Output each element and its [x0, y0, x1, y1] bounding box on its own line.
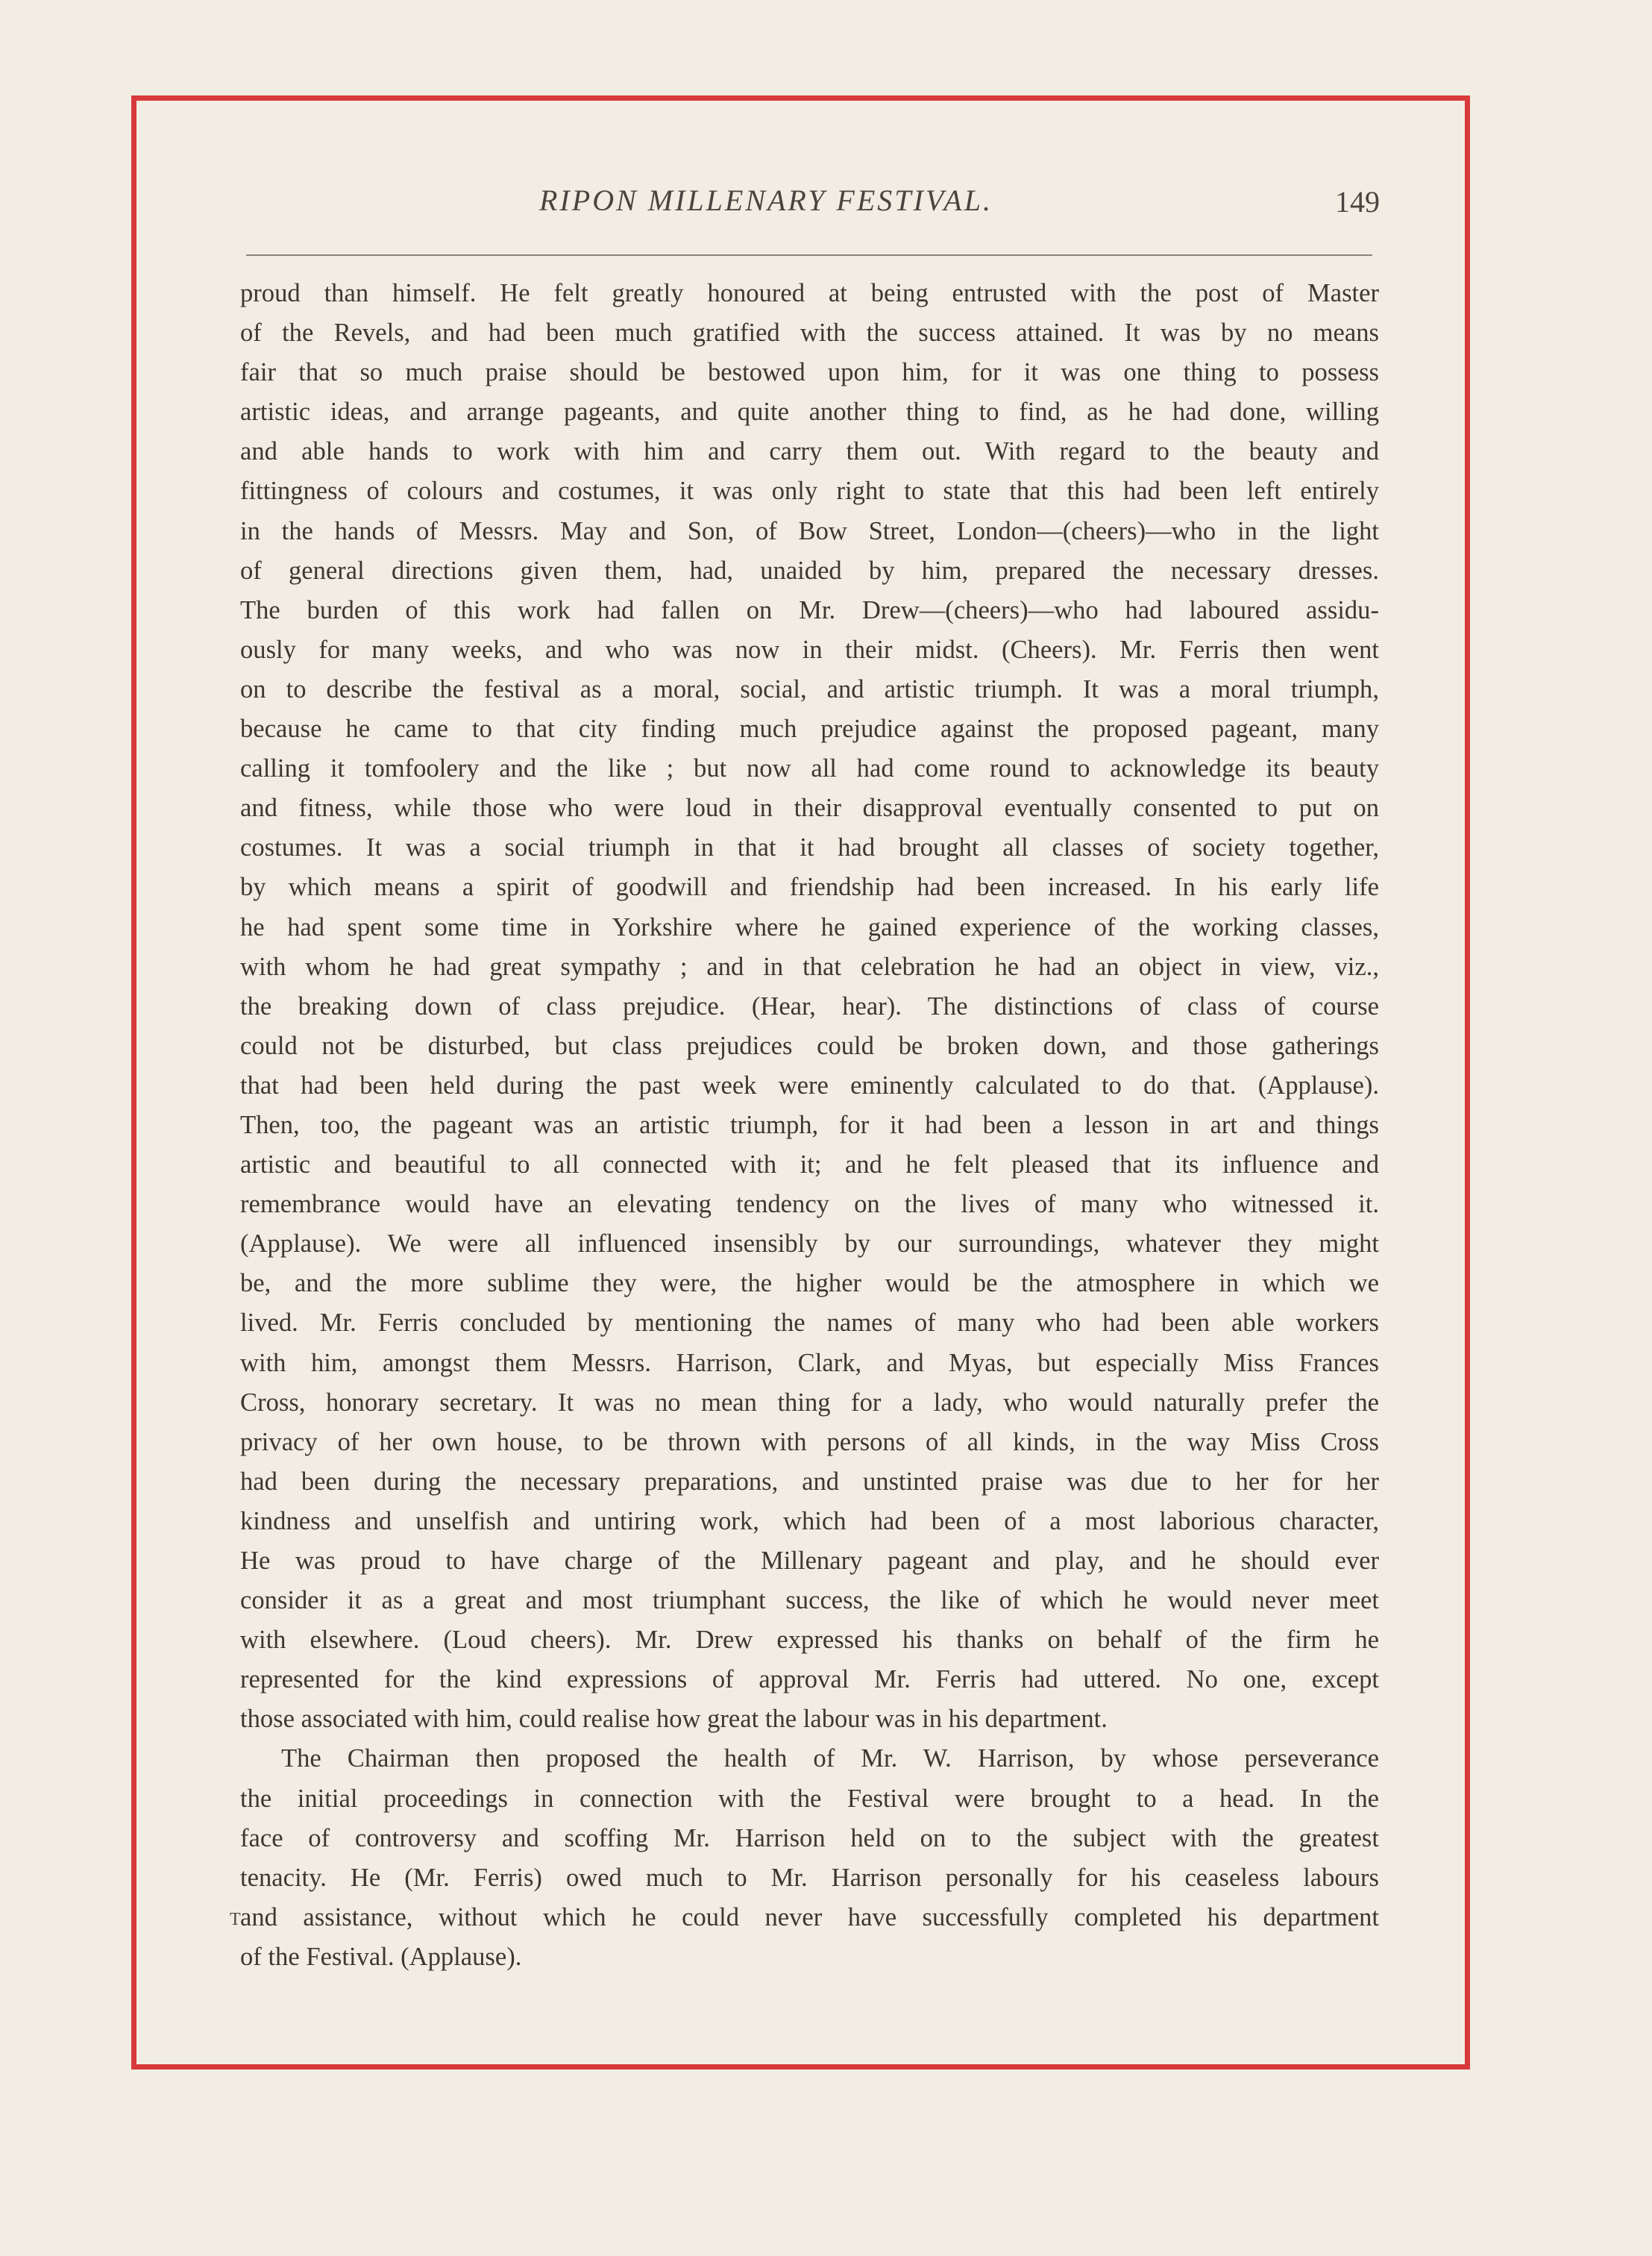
text-line: He was proud to have charge of the Millenary pageant and play, and he should ever [240, 1547, 1379, 1575]
text-line: The burden of this work had fallen on Mr. Drew—(cheers)—who had laboured assidu- [240, 595, 1379, 624]
text-line: could not be disturbed, but class prejudices could be broken down, and those gatherings [240, 1031, 1379, 1060]
text-line: remembrance would have an elevating tendency on the lives of many who witnessed it. [240, 1190, 1379, 1219]
text-line: artistic and beautiful to all connected with it; and he felt pleased that its influence and [240, 1150, 1379, 1179]
running-head-title: RIPON MILLENARY FESTIVAL. [539, 184, 993, 217]
text-line: with whom he had great sympathy ; and in that celebration he had an object in view, viz., [240, 952, 1379, 981]
text-line: on to describe the festival as a moral, social, and artistic triumph. It was a moral triumph, [240, 674, 1379, 704]
header-rule [246, 254, 1372, 256]
text-line: (Applause). We were all influenced insensibly by our surroundings, whatever they might [240, 1229, 1379, 1259]
text-line: The Chairman then proposed the health of Mr. W. Harrison, by whose perseverance [281, 1744, 1379, 1773]
text-line: that had been held during the past week were eminently calculated to do that. (Applause). [240, 1071, 1379, 1100]
text-line: in the hands of Messrs. May and Son, of Bow Street, London—(cheers)—who in the light [240, 516, 1379, 545]
text-line: tenacity. He (Mr. Ferris) owed much to Mr. Harrison personally for his ceaseless labours [240, 1863, 1379, 1892]
text-line: those associated with him, could realise how great the labour was in his department. [240, 1705, 1108, 1734]
text-line: and assistance, without which he could never have successfully completed his department [240, 1902, 1379, 1931]
text-line: the initial proceedings in connection with the Festival were brought to a head. In the [240, 1784, 1379, 1813]
text-line: be, and the more sublime they were, the higher would be the atmosphere in which we [240, 1269, 1379, 1298]
text-line: represented for the kind expressions of approval Mr. Ferris had uttered. No one, except [240, 1665, 1379, 1694]
text-line: the breaking down of class prejudice. (Hear, hear). The distinctions of class of course [240, 991, 1379, 1021]
text-line: calling it tomfoolery and the like ; but now all had come round to acknowledge its beauty [240, 754, 1379, 783]
body-text [240, 274, 1379, 1977]
text-line: fittingness of colours and costumes, it was only right to state that this had been left entirely [240, 477, 1379, 506]
text-line: lived. Mr. Ferris concluded by mentioning the names of many who had been able workers [240, 1309, 1379, 1338]
text-line: fair that so much praise should be bestowed upon him, for it was one thing to possess [240, 358, 1379, 387]
text-line: of general directions given them, had, unaided by him, prepared the necessary dresses. [240, 556, 1379, 585]
text-line: with him, amongst them Messrs. Harrison, Clark, and Myas, but especially Miss Frances [240, 1348, 1379, 1377]
text-line: consider it as a great and most triumphant success, the like of which he would never meet [240, 1586, 1379, 1615]
text-line: and able hands to work with him and carry them out. With regard to the beauty and [240, 437, 1379, 466]
text-line: of the Revels, and had been much gratified with the success attained. It was by no means [240, 319, 1379, 348]
text-line: face of controversy and scoffing Mr. Harrison held on to the subject with the greatest [240, 1823, 1379, 1852]
text-line: and fitness, while those who were loud in their disapproval eventually consented to put on [240, 794, 1379, 823]
text-line: with elsewhere. (Loud cheers). Mr. Drew expressed his thanks on behalf of the firm he [240, 1626, 1379, 1655]
text-line: Then, too, the pageant was an artistic triumph, for it had been a lesson in art and things [240, 1110, 1379, 1139]
text-line: had been during the necessary preparations, and unstinted praise was due to her for her [240, 1467, 1379, 1496]
text-line: costumes. It was a social triumph in that it had brought all classes of society together, [240, 833, 1379, 862]
text-line: of the Festival. (Applause). [240, 1942, 522, 1971]
text-line: artistic ideas, and arrange pageants, and quite another thing to find, as he had done, willing [240, 398, 1379, 427]
text-line: ously for many weeks, and who was now in their midst. (Cheers). Mr. Ferris then went [240, 635, 1379, 664]
text-line: Cross, honorary secretary. It was no mean thing for a lady, who would naturally prefer the [240, 1388, 1379, 1417]
text-line: he had spent some time in Yorkshire where he gained experience of the working classes, [240, 912, 1379, 941]
page-number: 149 [1335, 185, 1380, 219]
text-line: because he came to that city finding much prejudice against the proposed pageant, many [240, 715, 1379, 744]
text-line: by which means a spirit of goodwill and friendship had been increased. In his early life [240, 873, 1379, 902]
text-line: proud than himself. He felt greatly honoured at being entrusted with the post of Master [240, 279, 1379, 307]
text-line: privacy of her own house, to be thrown with persons of all kinds, in the way Miss Cross [240, 1427, 1379, 1456]
text-line: kindness and unselfish and untiring work, which had been of a most laborious character, [240, 1506, 1379, 1535]
page-border [131, 95, 1470, 2069]
signature-mark: T [230, 1910, 241, 1929]
